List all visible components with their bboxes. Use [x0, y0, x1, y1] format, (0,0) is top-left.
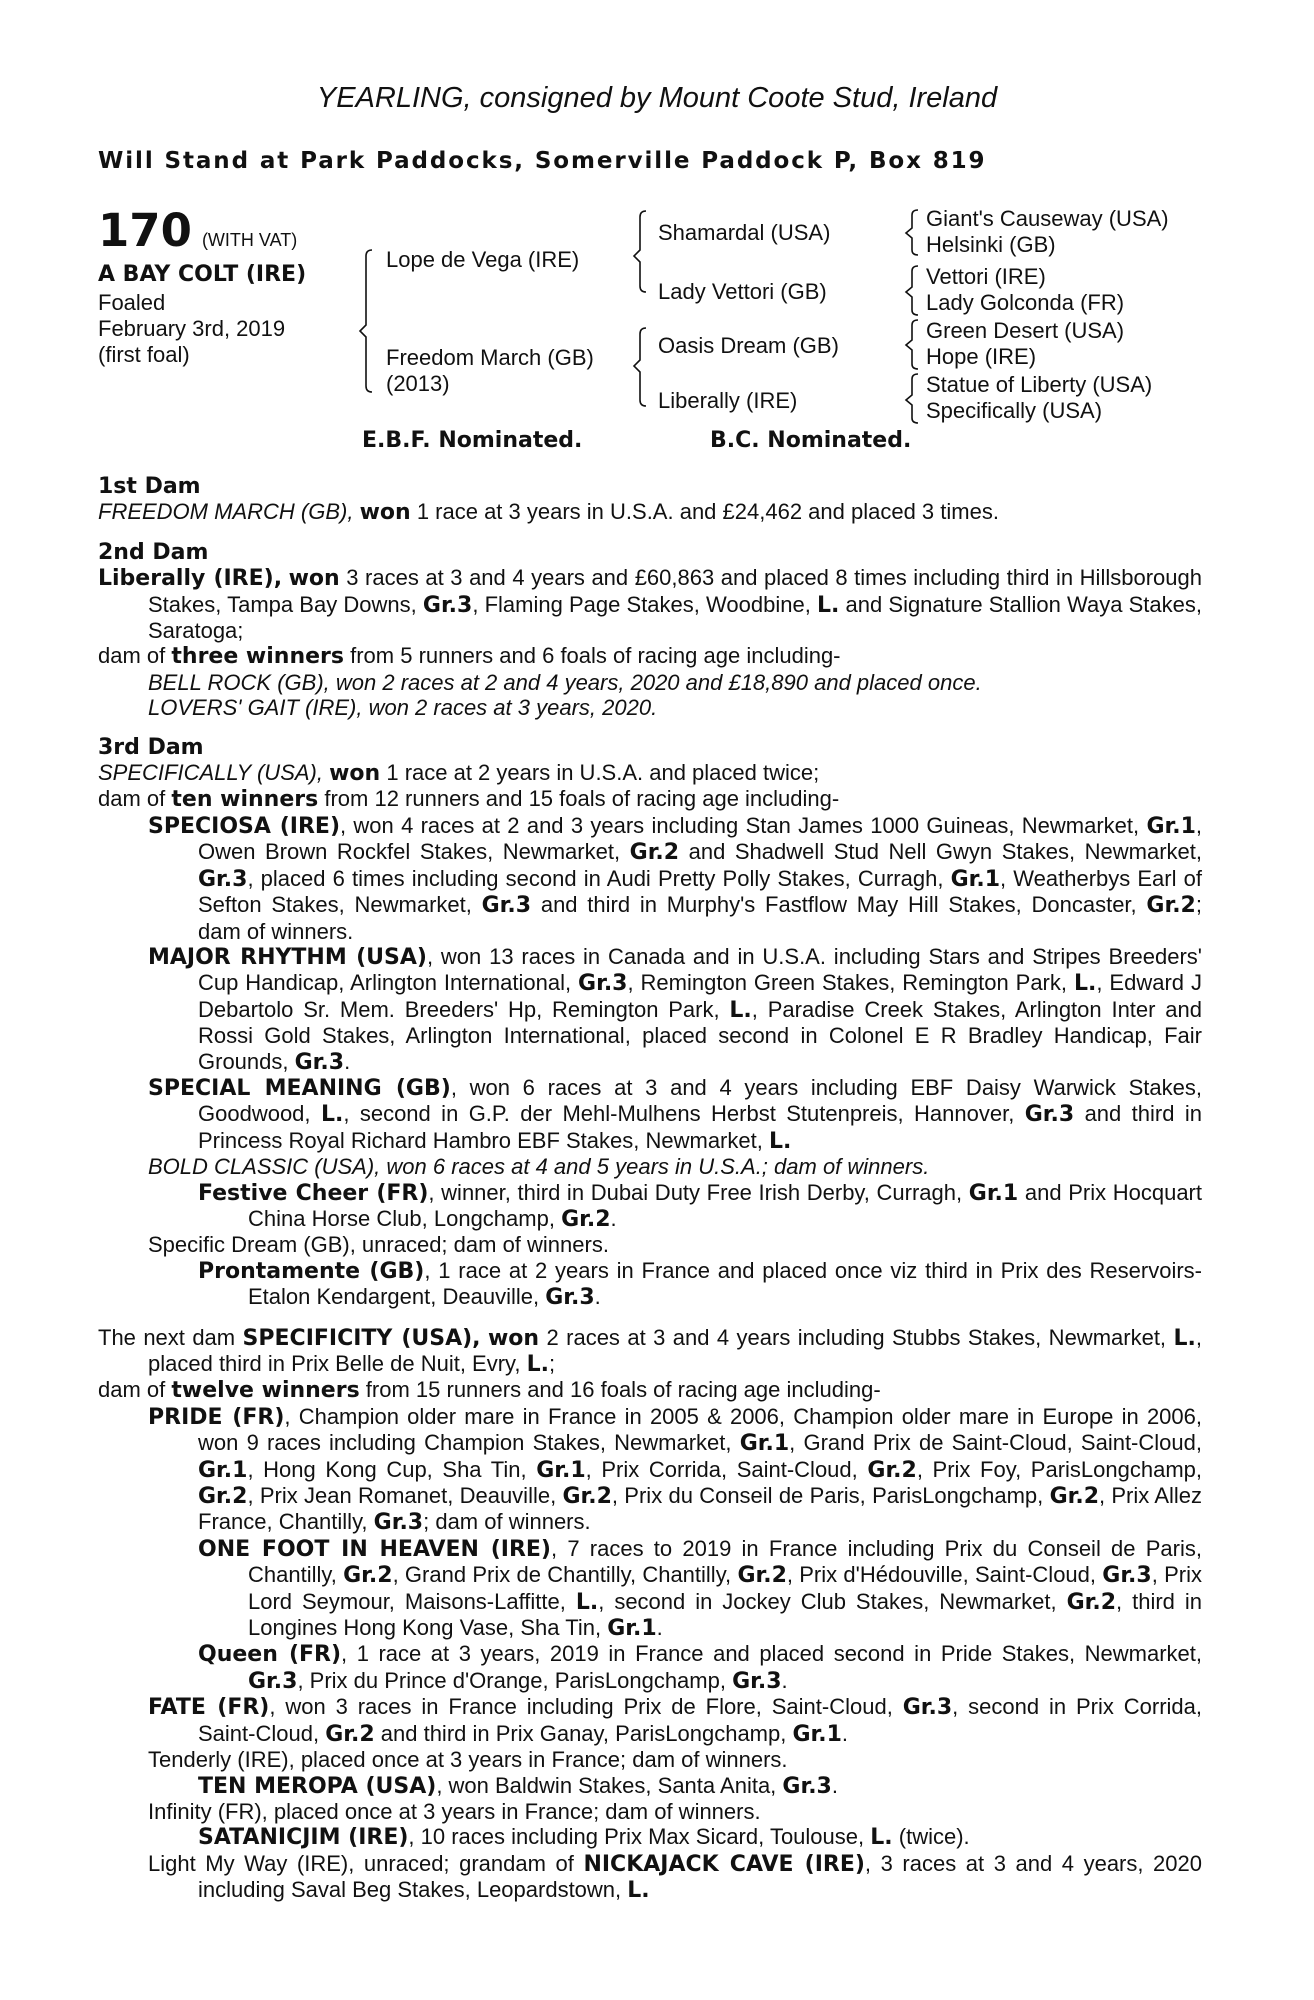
text-run: , Prix du Prince d'Orange, ParisLongchamp,: [297, 1667, 726, 1693]
text-run: Gr.1: [739, 1431, 790, 1457]
text-run: from 15 runners and 16 foals of racing age including-: [365, 1377, 881, 1403]
produce-queen: [98, 1641, 1202, 1694]
gg-7: Statue of Liberty (USA): [926, 372, 1153, 397]
text-run: .: [781, 1667, 788, 1693]
gg-4: Lady Golconda (FR): [926, 290, 1125, 315]
text-run: ONE FOOT IN HEAVEN (IRE): [198, 1536, 551, 1562]
text-run: Gr.3: [902, 1695, 953, 1721]
text-run: MAJOR RHYTHM (USA): [148, 944, 427, 970]
sire-bracket: [634, 211, 646, 292]
first-dam-section: [98, 474, 1202, 526]
text-run: SPECIFICITY (USA),: [242, 1325, 481, 1351]
text-run: won: [288, 566, 340, 592]
text-run: Queen (FR): [198, 1642, 342, 1668]
produce-specific-dream: Specific Dream (GB), unraced; dam of winners.: [148, 1232, 609, 1258]
gg-3: Vettori (IRE): [926, 264, 1046, 289]
text-run: Gr.2: [343, 1563, 393, 1589]
text-run: .: [610, 1205, 617, 1231]
text-run: Gr.3: [248, 1668, 298, 1694]
vat-note: (WITH VAT): [201, 230, 298, 250]
produce-one-foot-in-heaven: [98, 1536, 1202, 1642]
text-run: Gr.3: [545, 1285, 595, 1311]
text-run: L.: [729, 997, 752, 1023]
text-run: Gr.2: [1049, 1484, 1099, 1510]
produce-bell-rock: BELL ROCK (GB), won 2 races at 2 and 4 years, 2020 and £18,890 and placed once.: [148, 669, 982, 695]
text-run: and third in Princess Royal Richard Hambro EBF Stakes, Newmarket,: [198, 1101, 1202, 1153]
sire: Lope de Vega (IRE): [386, 247, 580, 272]
third-dam-entry: [98, 760, 1202, 786]
text-run: and Signature Stallion Waya Stakes, Saratoga;: [148, 591, 1202, 644]
text-run: , Grand Prix de Chantilly, Chantilly,: [392, 1562, 732, 1588]
text-run: , Prix Jean Romanet, Deauville,: [247, 1483, 557, 1509]
text-run: , Paradise Creek Stakes, Arlington Inter and Rossi Gold Stakes, Arlington International, placed second in Colonel E R Bradley Handicap, Fair Grounds,: [198, 996, 1202, 1074]
text-run: Gr.3: [1102, 1563, 1152, 1589]
text-run: Festive Cheer (FR): [198, 1180, 429, 1206]
text-run: .: [344, 1048, 351, 1074]
text-run: won: [359, 500, 411, 526]
text-run: , Flaming Page Stakes, Woodbine,: [472, 591, 811, 617]
text-run: , 1 race at 2 years in France and placed once viz third in Prix des Reservoirs-Etalon Kendargent, Deauville,: [248, 1257, 1202, 1310]
text-run: , won Baldwin Stakes, Santa Anita,: [436, 1772, 777, 1798]
text-run: TEN MEROPA (USA): [198, 1773, 437, 1799]
produce-infinity: Infinity (FR), placed once at 3 years in France; dam of winners.: [148, 1798, 761, 1824]
text-run: Gr.2: [1146, 893, 1196, 919]
text-run: dam of: [98, 1377, 166, 1403]
text-run: Gr.3: [782, 1773, 832, 1799]
text-run: 3 races at 3 and 4 years and £60,863 and placed 8 times including third in Hillsborough Stakes, Tampa Bay Downs,: [148, 565, 1202, 617]
text-run: , Prix du Conseil de Paris, ParisLongchamp,: [611, 1483, 1044, 1509]
next-dam-produce: [98, 1377, 1202, 1403]
produce-ten-meropa: [98, 1773, 1202, 1799]
produce-major-rhythm: [98, 944, 1202, 1075]
text-run: 1 race at 3 years in U.S.A. and £24,462 and placed 3 times.: [416, 499, 999, 525]
first-dam-entry: [98, 499, 1202, 525]
text-run: Gr.1: [1146, 813, 1196, 839]
text-run: The next dam: [98, 1324, 236, 1350]
second-dam-section: [98, 540, 1202, 721]
text-run: , Weatherbys Earl of Sefton Stakes, Newmarket,: [198, 865, 1202, 918]
text-run: from 12 runners and 15 foals of racing age including-: [324, 786, 840, 812]
text-run: SPECIAL MEANING (GB): [148, 1075, 451, 1101]
produce-light-my-way: [98, 1851, 1202, 1904]
text-run: L.: [627, 1878, 650, 1904]
text-run: and third in Murphy's Fastflow May Hill Stakes, Doncaster,: [540, 892, 1137, 918]
text-run: Gr.3: [294, 1049, 345, 1075]
text-run: dam of: [98, 786, 166, 812]
text-run: , placed 6 times including second in Audi Pretty Polly Stakes, Curragh,: [247, 865, 944, 891]
text-run: , Edward J Debartolo Sr. Mem. Breeders' Hp, Remington Park,: [198, 970, 1202, 1022]
text-run: 1 race at 2 years in U.S.A. and placed twice;: [386, 760, 820, 786]
text-run: , Prix Corrida, Saint-Cloud,: [585, 1456, 858, 1482]
produce-lovers-gait: LOVERS' GAIT (IRE), won 2 races at 3 years, 2020.: [148, 695, 658, 721]
lot-number: 170: [98, 204, 192, 257]
text-run: SPECIFICALLY (USA),: [98, 760, 323, 786]
text-run: Gr.2: [561, 1206, 611, 1232]
gg-1: Giant's Causeway (USA): [926, 206, 1169, 231]
text-run: Gr.1: [607, 1616, 657, 1642]
second-dam-heading: 2nd Dam: [98, 539, 209, 565]
produce-bold-classic: BOLD CLASSIC (USA), won 6 races at 4 and 5 years in U.S.A.; dam of winners.: [148, 1154, 930, 1180]
dam: Freedom March (GB): [386, 345, 594, 370]
foaled-label: Foaled: [98, 290, 166, 315]
text-run: Light My Way (IRE), unraced; grandam of: [148, 1850, 574, 1876]
sire-dam: Lady Vettori (GB): [658, 279, 827, 304]
produce-festive-cheer: [98, 1180, 1202, 1233]
text-run: L.: [320, 1102, 344, 1128]
text-run: twelve winners: [171, 1378, 360, 1404]
text-run: ;: [549, 1351, 556, 1376]
foaled-date: February 3rd, 2019: [98, 316, 286, 341]
text-run: Gr.1: [968, 1180, 1019, 1206]
lot-number-block: [98, 206, 297, 256]
text-run: Gr.2: [325, 1721, 375, 1747]
text-run: L.: [575, 1589, 599, 1615]
text-run: Gr.3: [198, 866, 248, 892]
text-run: (twice).: [898, 1824, 970, 1850]
pedigree-notes: [98, 474, 1202, 1918]
horse-name: A BAY COLT (IRE): [98, 262, 307, 287]
dam-dam: Liberally (IRE): [658, 388, 798, 413]
text-run: Gr.2: [1066, 1589, 1117, 1615]
text-run: , third in Longines Hong Kong Vase, Sha Tin,: [248, 1588, 1202, 1641]
text-run: Gr.3: [373, 1510, 424, 1536]
produce-pride: [98, 1404, 1202, 1536]
text-run: ten winners: [171, 787, 319, 813]
text-run: Gr.2: [629, 840, 680, 866]
text-run: .: [594, 1284, 601, 1310]
gg-6: Hope (IRE): [926, 344, 1037, 369]
text-run: and Shadwell Stud Nell Gwyn Stakes, Newmarket,: [688, 839, 1202, 865]
produce-speciosa: [98, 813, 1202, 944]
text-run: , Hong Kong Cup, Sha Tin,: [247, 1456, 527, 1482]
third-dam-section: [98, 735, 1202, 1311]
text-run: , second in Prix Corrida, Saint-Cloud,: [198, 1694, 1202, 1746]
text-run: Gr.3: [422, 592, 473, 618]
text-run: won: [487, 1325, 540, 1351]
first-dam-heading: 1st Dam: [98, 474, 201, 499]
produce-fate: [98, 1694, 1202, 1747]
sire-sire: Shamardal (USA): [658, 220, 831, 245]
text-run: FATE (FR): [148, 1695, 270, 1721]
text-run: 2 races at 3 and 4 years including Stubbs Stakes, Newmarket,: [546, 1324, 1167, 1350]
text-run: , Owen Brown Rockfel Stakes, Newmarket,: [198, 812, 1202, 865]
text-run: Gr.1: [536, 1457, 586, 1483]
ebf-nominated: E.B.F. Nominated.: [362, 428, 583, 453]
gg-2: Helsinki (GB): [926, 232, 1056, 257]
text-run: L.: [768, 1128, 792, 1154]
bc-nominated: B.C. Nominated.: [710, 428, 912, 453]
text-run: Gr.1: [198, 1457, 248, 1483]
text-run: Gr.1: [950, 866, 1001, 892]
text-run: , Prix Foy, ParisLongchamp,: [916, 1456, 1202, 1482]
second-dam-entry: [98, 565, 1202, 643]
produce-special-meaning: [98, 1075, 1202, 1154]
text-run: Liberally (IRE),: [98, 566, 283, 592]
text-run: Gr.2: [198, 1484, 248, 1510]
text-run: , placed third in Prix Belle de Nuit, Evry,: [148, 1324, 1202, 1376]
text-run: , Prix d'Hédouville, Saint-Cloud,: [786, 1562, 1097, 1588]
third-dam-produce: [98, 786, 1202, 812]
text-run: , Champion older mare in France in 2005 & 2006, Champion older mare in Europe in 2006, won 9 races including Champion Stakes, Newmarket,: [198, 1403, 1202, 1456]
text-run: , Prix Allez France, Chantilly,: [198, 1483, 1203, 1535]
text-run: NICKAJACK CAVE (IRE): [583, 1851, 865, 1877]
text-run: PRIDE (FR): [148, 1404, 285, 1430]
text-run: Gr.2: [867, 1457, 917, 1483]
text-run: FREEDOM MARCH (GB),: [98, 499, 354, 525]
text-run: , 10 races including Prix Max Sicard, Toulouse,: [408, 1824, 865, 1850]
text-run: won: [329, 761, 381, 787]
text-run: dam of: [98, 643, 166, 669]
text-run: Gr.3: [481, 893, 532, 919]
text-run: .: [656, 1615, 663, 1641]
produce-tenderly: Tenderly (IRE), placed once at 3 years in France; dam of winners.: [148, 1747, 788, 1773]
text-run: L.: [526, 1352, 550, 1377]
stable-location: Will Stand at Park Paddocks, Somerville Paddock P, Box 819: [98, 148, 987, 174]
text-run: Gr.2: [562, 1484, 612, 1510]
text-run: L.: [1173, 1325, 1196, 1351]
gg-8: Specifically (USA): [926, 398, 1103, 423]
sire-dam-bracket: [360, 250, 372, 392]
produce-prontamente: [98, 1258, 1202, 1311]
third-dam-heading: 3rd Dam: [98, 734, 204, 760]
text-run: , won 6 races at 3 and 4 years including EBF Daisy Warwick Stakes, Goodwood,: [198, 1074, 1202, 1127]
text-run: and Prix Hocquart China Horse Club, Longchamp,: [248, 1179, 1202, 1231]
text-run: Gr.3: [732, 1668, 782, 1694]
text-run: Gr.1: [792, 1721, 842, 1747]
text-run: , won 4 races at 2 and 3 years including Stan James 1000 Guineas, Newmarket,: [340, 812, 1140, 838]
text-run: .: [841, 1720, 849, 1746]
text-run: .: [831, 1772, 838, 1798]
text-run: ; dam of winners.: [423, 1509, 591, 1535]
text-run: ; dam of winners.: [198, 892, 1202, 944]
text-run: , Remington Green Stakes, Remington Park,: [627, 970, 1067, 996]
second-dam-produce: [98, 643, 1202, 669]
text-run: , Prix Lord Seymour, Maisons-Laffitte,: [248, 1562, 1202, 1614]
text-run: , won 3 races in France including Prix de Flore, Saint-Cloud,: [269, 1694, 893, 1720]
text-run: , won 13 races in Canada and in U.S.A. including Stars and Stripes Breeders' Cup Handicap, Arlington International,: [198, 943, 1202, 996]
next-dam-entry: [98, 1325, 1202, 1378]
gg-5: Green Desert (USA): [926, 318, 1125, 343]
text-run: , second in G.P. der Mehl-Mulhens Herbst Stutenpreis, Hannover,: [343, 1101, 1015, 1127]
text-run: , 1 race at 3 years, 2019 in France and placed second in Pride Stakes, Newmarket,: [341, 1641, 1203, 1667]
produce-satanicjim: [98, 1824, 1202, 1850]
text-run: L.: [816, 592, 840, 618]
text-run: and third in Prix Ganay, ParisLongchamp,: [380, 1720, 787, 1746]
text-run: , 7 races to 2019 in France including Prix du Conseil de Paris, Chantilly,: [248, 1535, 1202, 1588]
text-run: SATANICJIM (IRE): [198, 1825, 409, 1851]
text-run: three winners: [171, 644, 344, 670]
text-run: Gr.2: [737, 1563, 787, 1589]
consignor-line: YEARLING, consigned by Mount Coote Stud, Ireland: [316, 82, 998, 114]
dam-sire: Oasis Dream (GB): [658, 333, 839, 358]
dam-year: (2013): [386, 371, 450, 396]
dam-bracket: [634, 328, 646, 406]
text-run: , second in Jockey Club Stakes, Newmarket,: [598, 1588, 1057, 1614]
text-run: , 3 races at 3 and 4 years, 2020 including Saval Beg Stakes, Leopardstown,: [198, 1850, 1203, 1903]
text-run: L.: [1073, 971, 1097, 997]
text-run: SPECIOSA (IRE): [148, 813, 341, 839]
text-run: , winner, third in Dubai Duty Free Irish Derby, Curragh,: [428, 1179, 963, 1205]
foal-note: (first foal): [98, 342, 190, 367]
text-run: from 5 runners and 6 foals of racing age including-: [350, 643, 841, 669]
next-dam-section: [98, 1325, 1202, 1904]
text-run: L.: [870, 1825, 893, 1851]
text-run: Gr.3: [578, 971, 628, 997]
text-run: Gr.3: [1024, 1102, 1075, 1128]
text-run: Prontamente (GB): [198, 1258, 425, 1284]
text-run: , Grand Prix de Saint-Cloud, Saint-Cloud,: [789, 1430, 1202, 1456]
